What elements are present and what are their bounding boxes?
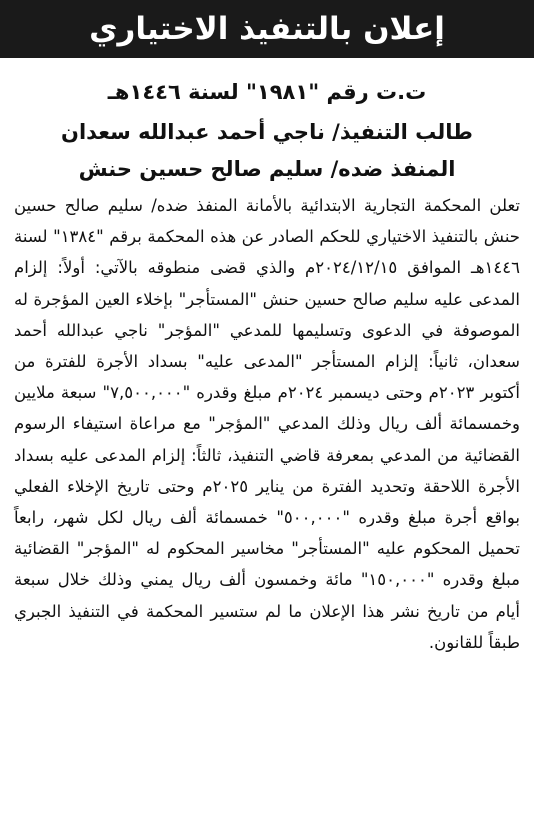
notice-title: إعلان بالتنفيذ الاختياري bbox=[89, 11, 445, 47]
notice-title-banner bbox=[0, 0, 534, 58]
case-number-line: ت.ت رقم "١٩٨١" لسنة ١٤٤٦هـ bbox=[107, 80, 427, 104]
respondent-line: المنفذ ضده/ سليم صالح حسين حنش bbox=[78, 157, 456, 181]
applicant-line: طالب التنفيذ/ ناجي أحمد عبدالله سعدان bbox=[61, 120, 473, 144]
notice-body: تعلن المحكمة التجارية الابتدائية بالأمانة المنفذ ضده/ سليم صالح حسين حنش بالتنفيذ الاختياري للحكم الصادر عن هذه المحكمة برقم "١٣٨٤" لسنة ١٤٤٦هـ الموافق ٢٠٢٤/١٢/١٥م والذي قضى منطوقه بالآتي: أولاً: إلزام المدعى عليه سليم صالح حسين حنش "المستأجر" بإخلاء العين المؤجرة له الموصوفة في الدعوى وتسليمها للمدعي "المؤجر" ناجي عبدالله أحمد سعدان، ثانياً: إلزام المستأجر "المدعى عليه" بسداد الأجرة للفترة من أكتوبر ٢٠٢٣م وحتى ديسمبر ٢٠٢٤م مبلغ وقدره "٧,٥٠٠,٠٠٠" سبعة ملايين وخمسمائة ألف ريال وذلك المدعي "المؤجر" مع مراعاة استيفاء الرسوم القضائية من المدعي بمعرفة قاضي التنفيذ، ثالثاً: إلزام المدعى عليه بسداد الأجرة اللاحقة وتحديد الفترة من يناير ٢٠٢٥م وحتى تاريخ الإخلاء الفعلي بواقع أجرة مبلغ وقدره "٥٠٠,٠٠٠" خمسمائة ألف ريال لكل شهر، رابعاً تحميل المحكوم عليه "المستأجر" مخاسير المحكوم له "المؤجر" القضائية مبلغ وقدره "١٥٠,٠٠٠" مائة وخمسون ألف ريال يمني وذلك خلال سبعة أيام من تاريخ نشر هذا الإعلان ما لم ستسير المحكمة في التنفيذ الجبري طبقاً للقانون. bbox=[14, 196, 521, 652]
